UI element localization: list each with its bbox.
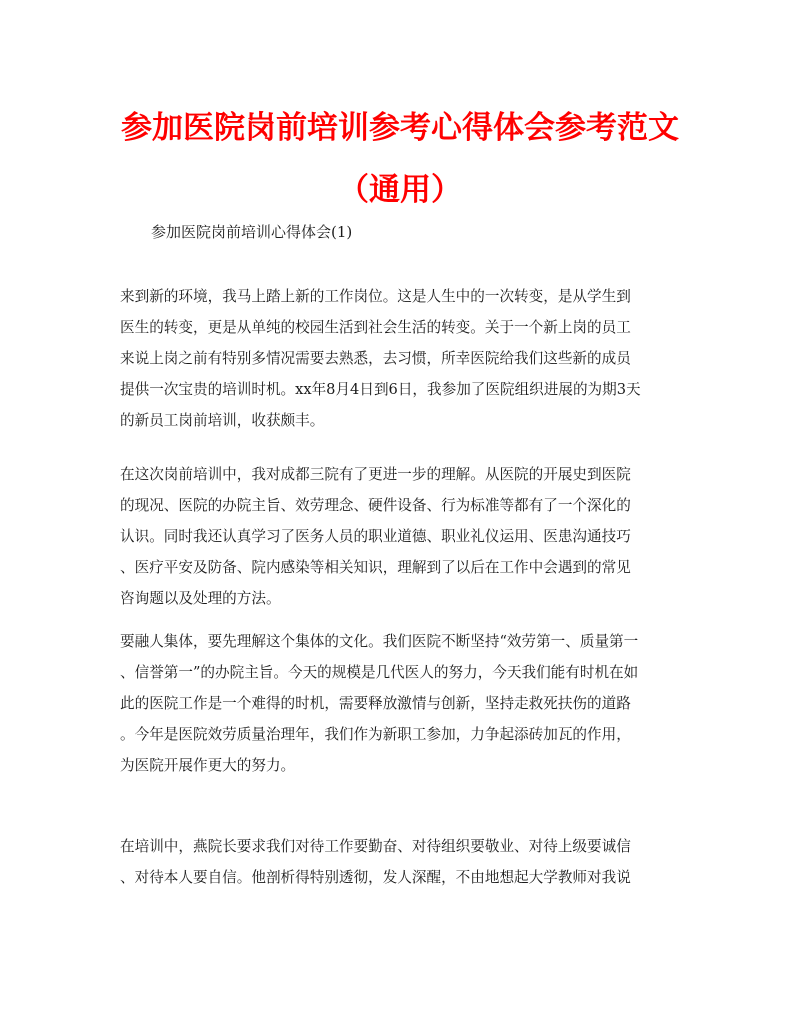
paragraph-2 bbox=[120, 459, 695, 614]
paragraph-line: 医生的转变，更是从单纯的校园生活到社会生活的转变。关于一个新上岗的员工 bbox=[120, 319, 631, 336]
document-title-suffix: （通用） bbox=[338, 172, 462, 208]
paragraph-line: 的新员工岗前培训，收获颇丰。 bbox=[120, 412, 325, 429]
paragraph-1 bbox=[120, 281, 695, 436]
paragraph-line: 在培训中，燕院长要求我们对待工作要勤奋、对待组织要敬业、对待上级要诚信 bbox=[120, 838, 631, 855]
paragraph-3 bbox=[120, 626, 695, 781]
paragraph-line: 、医疗平安及防备、院内感染等相关知识，理解到了以后在工作中会遇到的常见 bbox=[120, 559, 631, 576]
paragraph-line: 提供一次宝贵的培训时机。xx年8月4日到6日，我参加了医院组织进展的为期3天 bbox=[120, 381, 641, 398]
paragraph-line: 咨询题以及处理的方法。 bbox=[120, 590, 281, 607]
paragraph-line: 、对待本人要自信。他剖析得特别透彻，发人深醒，不由地想起大学教师对我说 bbox=[120, 869, 631, 886]
paragraph-line: 认识。同时我还认真学习了医务人员的职业道德、职业礼仪运用、医患沟通技巧 bbox=[120, 528, 631, 545]
document-title: 参加医院岗前培训参考心得体会参考范文 bbox=[121, 110, 679, 146]
paragraph-line: 来说上岗之前有特别多情况需要去熟悉，去习惯，所幸医院给我们这些新的成员 bbox=[120, 350, 631, 367]
section-heading: 参加医院岗前培训心得体会(1) bbox=[151, 223, 353, 241]
paragraph-line: 的现况、医院的办院主旨、效劳理念、硬件设备、行为标准等都有了一个深化的 bbox=[120, 497, 631, 514]
paragraph-line: 为医院开展作更大的努力。 bbox=[120, 757, 296, 774]
paragraph-line: 要融人集体，要先理解这个集体的文化。我们医院不断坚持“效劳第一、质量第一 bbox=[120, 633, 639, 650]
paragraph-line: 此的医院工作是一个难得的时机，需要释放激情与创新，坚持走救死扶伤的道路 bbox=[120, 695, 631, 712]
paragraph-line: 在这次岗前培训中，我对成都三院有了更进一步的理解。从医院的开展史到医院 bbox=[120, 466, 631, 483]
paragraph-line: 。今年是医院效劳质量治理年，我们作为新职工参加，力争起添砖加瓦的作用， bbox=[120, 726, 631, 743]
paragraph-4 bbox=[120, 831, 695, 893]
paragraph-line: 、信誉第一”的办院主旨。今天的规模是几代医人的努力，今天我们能有时机在如 bbox=[120, 664, 639, 681]
paragraph-line: 来到新的环境，我马上踏上新的工作岗位。这是人生中的一次转变，是从学生到 bbox=[120, 288, 631, 305]
